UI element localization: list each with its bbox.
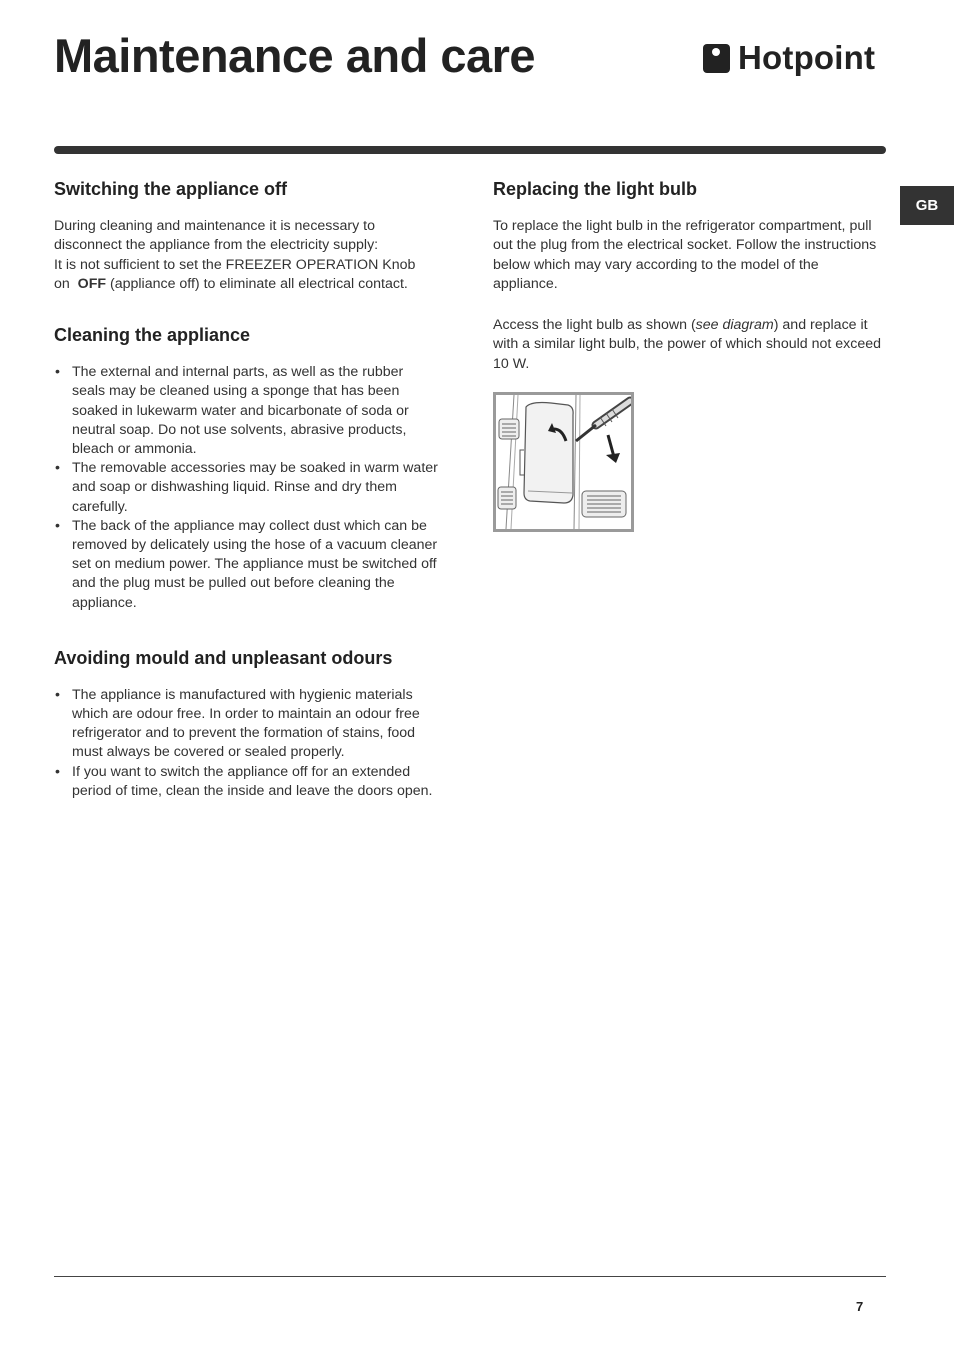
language-tab: GB	[900, 186, 954, 225]
light-bulb-para1: To replace the light bulb in the refrigerator compartment, pull out the plug from the electrical socket. Follow the instructions below which may vary according to the model of the appliance.	[493, 218, 877, 292]
footer-rule	[54, 1276, 886, 1277]
switching-off-line2-post: (appliance off) to eliminate all electrical contact.	[110, 275, 408, 292]
brand-name: Hotpoint	[738, 39, 876, 76]
heading-light-bulb: Replacing the light bulb	[493, 179, 697, 199]
see-diagram-ref: see diagram	[695, 317, 774, 334]
mould-list	[54, 686, 439, 801]
off-label: OFF	[77, 275, 107, 292]
section-mould	[54, 647, 439, 801]
light-bulb-diagram	[493, 392, 634, 532]
section-light-bulb	[493, 178, 886, 532]
section-switching-off	[54, 178, 439, 294]
light-bulb-diagram-illustration	[496, 395, 631, 529]
section-cleaning	[54, 324, 439, 613]
list-item: • The removable accessories may be soaked in warm water and soap or dishwashing liquid. Rinse and dry them carefully.	[54, 459, 439, 517]
page-number: 7	[856, 1299, 864, 1314]
switching-off-line1: During cleaning and maintenance it is necessary to disconnect the appliance from the electricity supply:	[54, 218, 379, 254]
heading-mould: Avoiding mould and unpleasant odours	[54, 647, 393, 668]
brand-logo	[703, 38, 875, 78]
light-bulb-para2	[493, 316, 886, 374]
hotpoint-logo-icon	[703, 44, 730, 73]
left-column	[54, 178, 439, 831]
switching-off-line2-pre: It is not sufficient to set the FREEZER OPERATION Knob on	[54, 256, 416, 292]
heading-cleaning: Cleaning the appliance	[54, 325, 251, 346]
heading-switching-off: Switching the appliance off	[54, 179, 288, 199]
light-bulb-para2-post: ) and replace it with a similar light bulb, the power of which should not exceed 10 W.	[493, 317, 882, 372]
page-title: Maintenance and care	[54, 29, 536, 82]
list-item: • The back of the appliance may collect dust which can be removed by delicately using the hose of a vacuum cleaner set on medium power. The appliance must be switched off and the plug must be pulled out before cleaning the appliance.	[54, 517, 439, 613]
switching-off-text	[54, 217, 439, 294]
list-item: • The appliance is manufactured with hygienic materials which are odour free. In order to maintain an odour free refrigerator and to prevent the formation of stains, food must always be covered or sealed properly.	[54, 686, 439, 763]
light-bulb-para2-pre: Access the light bulb as shown (	[493, 317, 696, 334]
list-item: • If you want to switch the appliance off for an extended period of time, clean the inside and leave the doors open.	[54, 763, 439, 801]
cleaning-list	[54, 363, 439, 613]
right-column	[493, 178, 886, 562]
header-rule	[54, 146, 886, 154]
list-item: • The external and internal parts, as well as the rubber seals may be cleaned using a sponge that has been soaked in lukewarm water and bicarbonate of soda or neutral soap. Do not use solvents, abrasive products, bleach or ammonia.	[54, 363, 439, 459]
